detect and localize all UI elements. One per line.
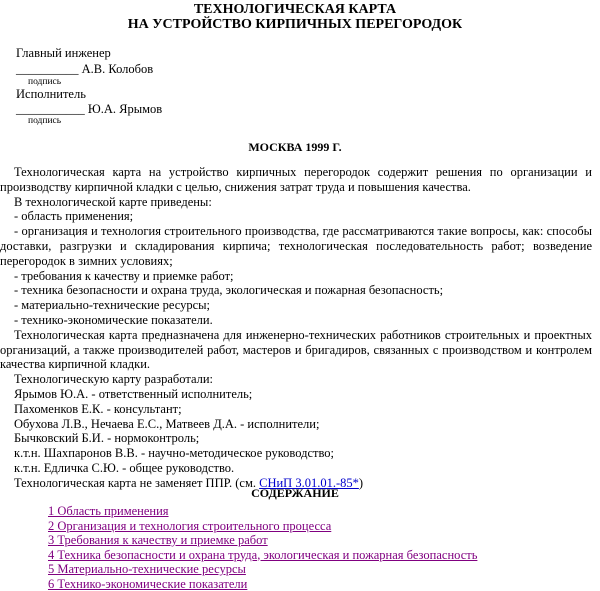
approval-role-executor: Исполнитель xyxy=(16,87,86,101)
purpose-paragraph: Технологическая карта предназначена для инженерно-технических работников строительных и проектных организаций, а также производителей работ, мастеров и бригадиров, связанных с производством и контролем качества кирпичной кладки. xyxy=(0,327,592,372)
list-item: - технико-экономические показатели. xyxy=(14,312,213,327)
toc-link-organization[interactable]: 2 Организация и технология строительного процесса xyxy=(48,518,332,533)
toc-link-safety[interactable]: 4 Техника безопасности и охрана труда, экологическая и пожарная безопасность xyxy=(48,547,478,562)
document-title-line1: ТЕХНОЛОГИЧЕСКАЯ КАРТА xyxy=(193,2,397,17)
approval-signature-line-2 xyxy=(16,102,162,117)
author-line: Пахоменков Е.К. - консультант; xyxy=(14,401,182,416)
developers-heading: Технологическую карту разработали: xyxy=(14,372,214,387)
toc-link-quality[interactable]: 3 Требования к качеству и приемке работ xyxy=(48,533,268,547)
list-item: - техника безопасности и охрана труда, экологическая и пожарная безопасность; xyxy=(14,283,444,298)
author-line: к.т.н. Едличка С.Ю. - общее руководство. xyxy=(14,460,235,475)
signature-caption-2: подпись xyxy=(28,116,62,126)
signature-blank: __________ xyxy=(16,62,79,76)
list-item: - материально-технические ресурсы; xyxy=(14,298,211,313)
city-year: МОСКВА 1999 Г. xyxy=(248,140,342,154)
intro-paragraph: Технологическая карта на устройство кирпичных перегородок содержит решения по организации и производству кирпичной кладки с целью, снижения затрат труда и повышения качества. xyxy=(0,165,592,194)
author-line: Обухова Л.В., Нечаева Е.С., Матвеев Д.А. - исполнители; xyxy=(14,416,320,431)
toc-link-scope[interactable]: 1 Область применения xyxy=(48,504,169,518)
toc-link-resources[interactable]: 5 Материально-технические ресурсы xyxy=(48,562,246,576)
approval-signature-line-1 xyxy=(16,62,153,77)
snip-reference-link[interactable]: СНиП 3.01.01.-85* xyxy=(259,475,359,490)
document-title-line2: НА УСТРОЙСТВО КИРПИЧНЫХ ПЕРЕГОРОДОК xyxy=(127,17,463,32)
toc-link-economics[interactable]: 6 Технико-экономические показатели xyxy=(48,576,248,591)
list-item: - требования к качеству и приемке работ; xyxy=(14,268,234,283)
table-of-contents xyxy=(48,504,477,591)
document-body xyxy=(0,165,592,491)
note-prefix: Технологическая карта не заменяет ППР. (см. xyxy=(14,475,260,490)
signature-blank: ___________ xyxy=(16,102,85,116)
includes-heading: В технологической карте приведены: xyxy=(14,194,212,209)
list-item: - область применения; xyxy=(14,209,134,224)
author-line: Ярымов Ю.А. - ответственный исполнитель; xyxy=(14,386,253,401)
approval-name-2: Ю.А. Ярымов xyxy=(87,102,163,116)
approval-role-chief-engineer: Главный инженер xyxy=(16,46,111,60)
author-line: к.т.н. Шахпаронов В.В. - научно-методическое руководство; xyxy=(14,446,335,461)
list-item: - организация и технология строительного производства, где рассматриваются такие вопросы, как: способы доставки, разгрузки и складирования кирпича; технологическая последовательность работ; возведение перегородок в зимних условиях; xyxy=(0,224,592,268)
author-line: Бычковский Б.И. - нормоконтроль; xyxy=(14,431,200,446)
toc-heading: СОДЕРЖАНИЕ xyxy=(251,486,339,500)
approval-name-1: А.В. Колобов xyxy=(81,62,154,76)
note-suffix: ) xyxy=(358,475,364,490)
signature-caption-1: подпись xyxy=(28,77,62,87)
